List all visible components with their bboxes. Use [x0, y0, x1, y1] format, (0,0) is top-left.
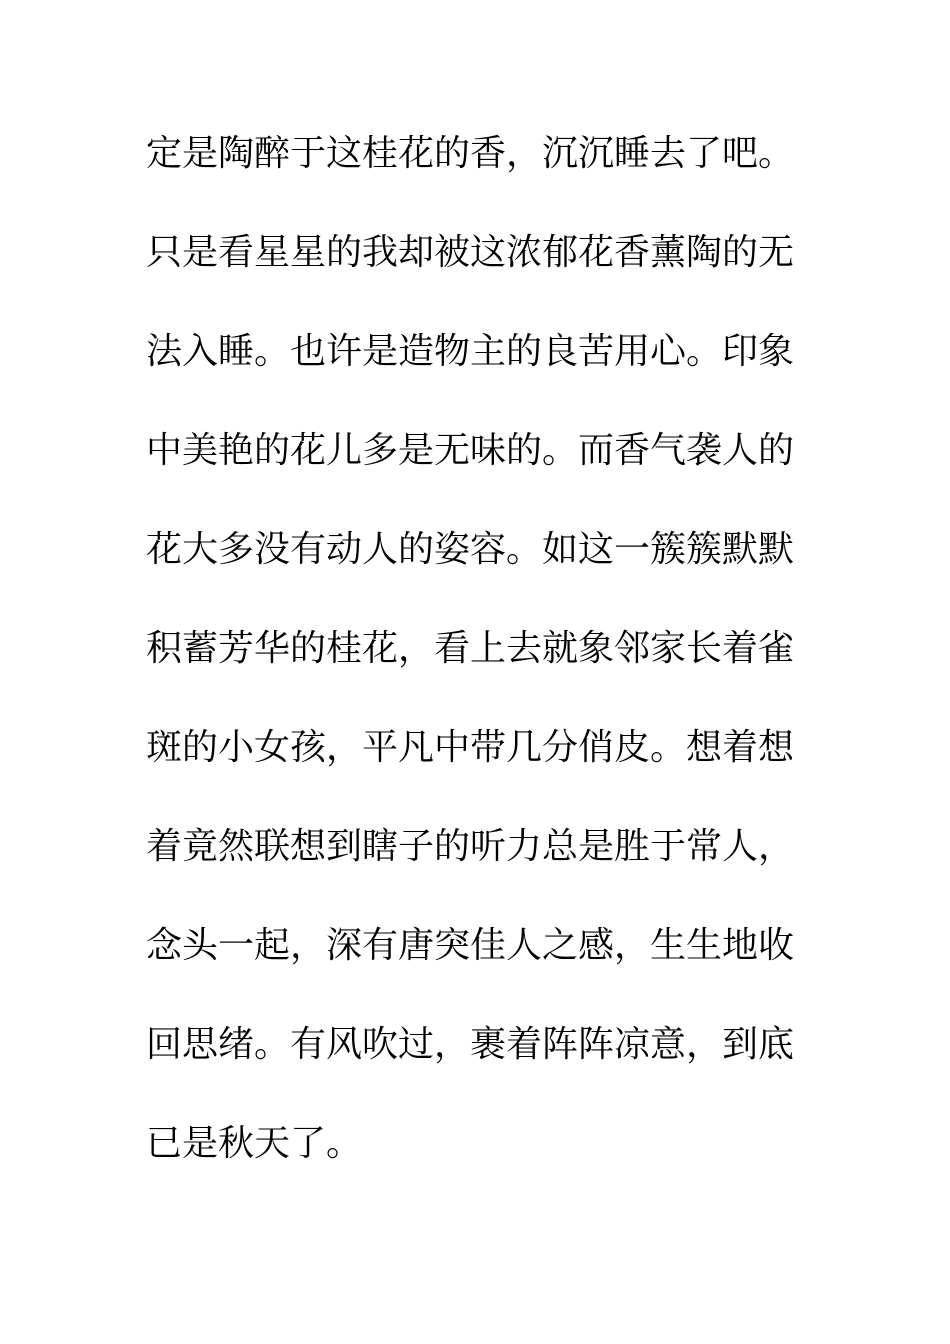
- text-line-3: 法入睡。也许是造物主的良苦用心。印象: [146, 331, 795, 372]
- text-line-5: 花大多没有动人的姿容。如这一簇簇默默: [146, 529, 795, 570]
- body-text: [146, 124, 816, 1213]
- text-line-8: 着竟然联想到瞎子的听力总是胜于常人，: [146, 826, 795, 867]
- text-line-11: 已是秋天了。: [146, 1123, 363, 1164]
- text-line-4: 中美艳的花儿多是无味的。而香气袭人的: [146, 430, 795, 471]
- text-line-1: 定是陶醉于这桂花的香，沉沉睡去了吧。: [146, 133, 795, 174]
- text-line-9: 念头一起，深有唐突佳人之感，生生地收: [146, 925, 795, 966]
- text-line-7: 斑的小女孩，平凡中带几分俏皮。想着想: [146, 727, 795, 768]
- text-line-2: 只是看星星的我却被这浓郁花香薰陶的无: [146, 232, 795, 273]
- text-line-6: 积蓄芳华的桂花，看上去就象邻家长着雀: [146, 628, 795, 669]
- text-line-10: 回思绪。有风吹过，裹着阵阵凉意，到底: [146, 1024, 795, 1065]
